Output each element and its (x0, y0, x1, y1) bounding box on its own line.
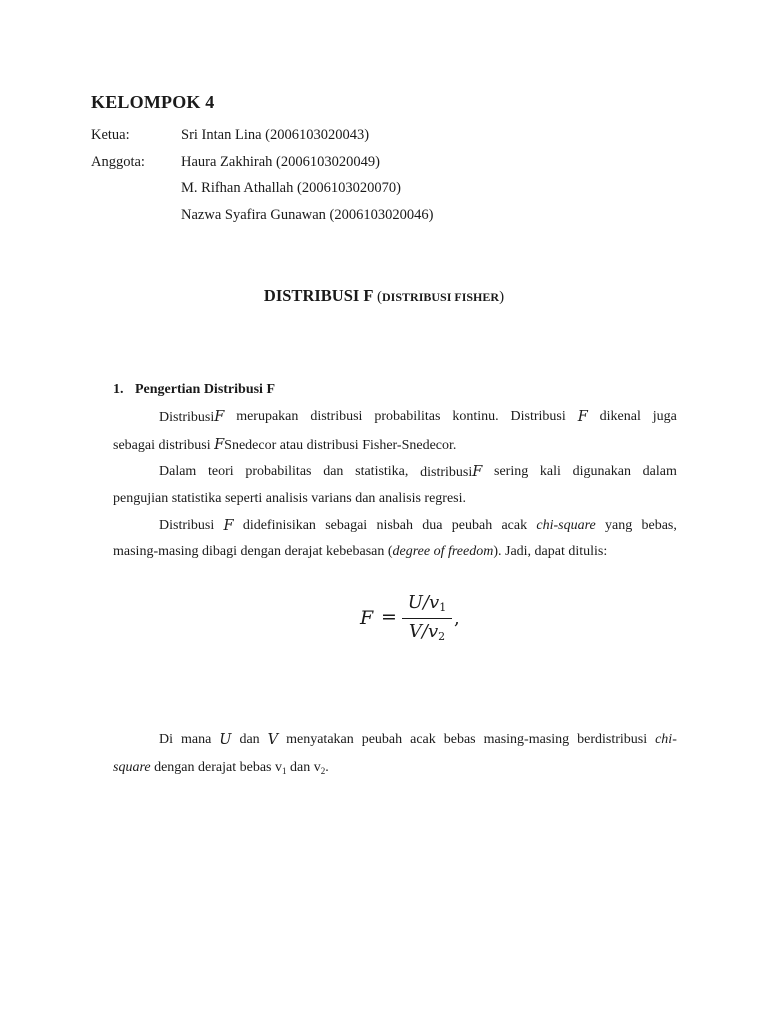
variable-f: F (214, 409, 225, 425)
paragraph-1-line-2: sebagai distribusi FSnedecor atau distribusi Fisher-Snedecor. (113, 437, 457, 453)
v2-symbol: $v_2$ (313, 760, 326, 776)
group-title: KELOMPOK 4 (91, 92, 215, 112)
variable-u: U (219, 732, 232, 748)
formula-equals: = (381, 606, 397, 628)
section-heading (113, 382, 275, 398)
variable-f: F (214, 437, 225, 453)
paragraph-4-line-2: square dengan derajat bebas $v_1$ dan $v_2$. (113, 760, 329, 776)
paragraph-3-line-2: masing-masing dibagi dengan derajat kebebasan (degree of freedom). Jadi, dapat ditulis: (113, 544, 608, 559)
variable-f: F (223, 518, 234, 534)
title-close-paren: ) (499, 289, 505, 305)
member-name-3: Nazwa Syafira Gunawan (2006103020046) (181, 207, 434, 223)
paragraph-4-line-1: Di mana U dan V menyatakan peubah acak bebas masing-masing berdistribusi chi- (159, 732, 677, 748)
paragraph-3-line-1: Distribusi F didefinisikan sebagai nisbah dua peubah acak chi-square yang bebas, (159, 518, 677, 534)
paragraph-2-line-2: pengujian statistika seperti analisis varians dan analisis regresi. (113, 491, 467, 506)
f-distribution-formula (360, 592, 470, 652)
fraction-bar (402, 618, 452, 619)
section-title: Pengertian Distribusi F (135, 382, 275, 397)
variable-f: F (577, 409, 588, 425)
member-name-2: M. Rifhan Athallah (2006103020070) (181, 180, 401, 196)
v1-symbol: $v_1$ (274, 760, 287, 776)
document-title (0, 286, 768, 306)
formula-comma: , (454, 608, 460, 629)
paragraph-2-line-1: Dalam teori probabilitas dan statistika, distribusiF sering kali digunakan dalam (159, 464, 677, 480)
paragraph-1-line-1: DistribusiF merupakan distribusi probabilitas kontinu. Distribusi F dikenal juga (159, 409, 677, 425)
formula-denominator: $V/v_2$ (408, 621, 446, 643)
member-name-1: Haura Zakhirah (2006103020049) (181, 154, 380, 170)
variable-v: V (267, 732, 279, 748)
title-subtitle: DISTRIBUSI FISHER (382, 290, 500, 304)
section-number: 1. (113, 382, 124, 397)
title-main: DISTRIBUSI F (263, 286, 373, 305)
variable-f: F (472, 464, 483, 480)
member-role-chair: Ketua: (91, 127, 130, 143)
formula-lhs: F (360, 607, 374, 629)
title-open-paren: ( (377, 289, 383, 305)
member-name-chair: Sri Intan Lina (2006103020043) (181, 127, 370, 143)
member-role-members: Anggota: (91, 154, 145, 170)
formula-numerator: $U/v_1$ (407, 592, 447, 614)
